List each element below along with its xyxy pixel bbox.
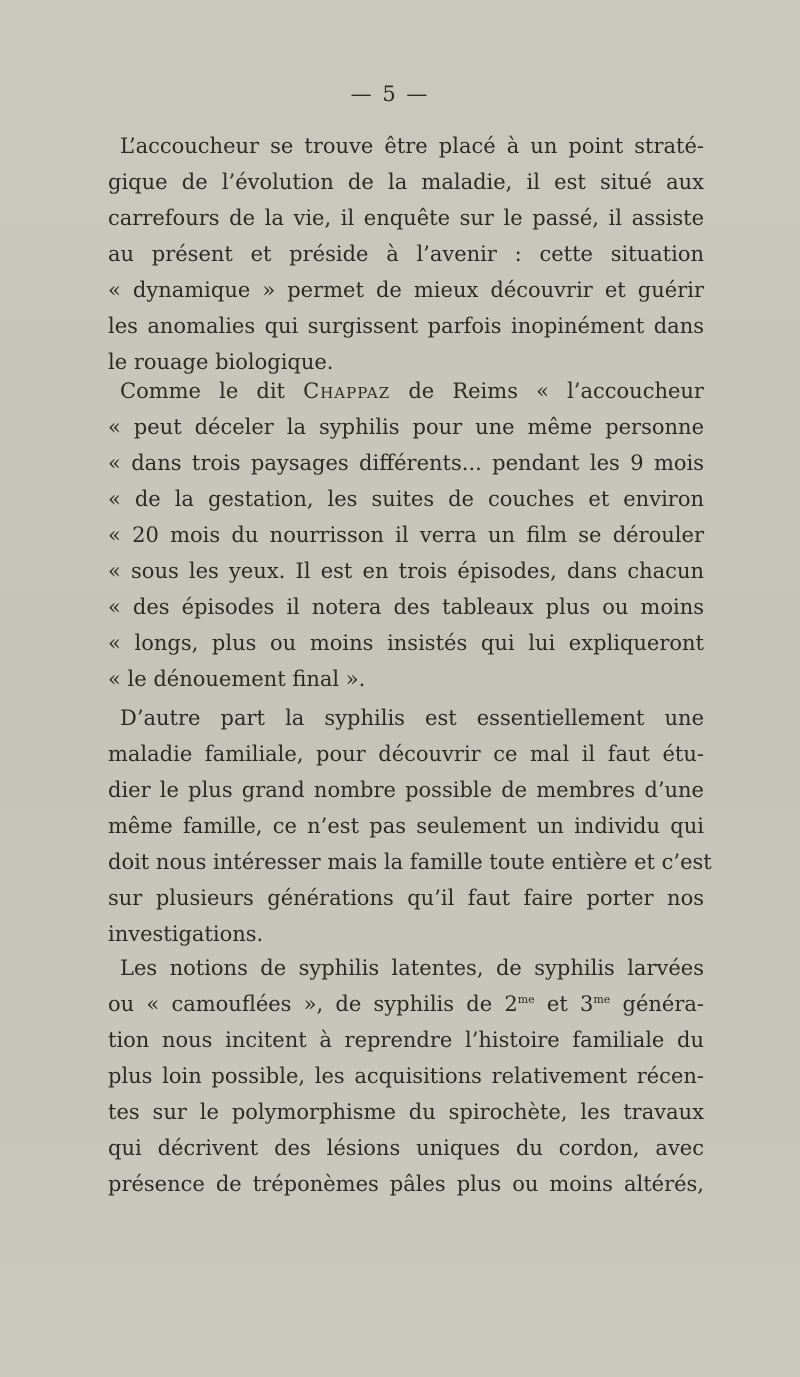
text-fragment: et 3: [534, 992, 594, 1016]
text-line: [108, 986, 704, 1022]
text-line: D’autre part la syphilis est essentiellement une: [120, 706, 704, 730]
page-number: — 5 —: [350, 82, 430, 106]
text-line: « peut déceler la syphilis pour une même personne: [108, 415, 704, 439]
text-line: Les notions de syphilis latentes, de syphilis larvées: [120, 956, 704, 980]
text-fragment: de Reims « l’accoucheur: [408, 379, 704, 403]
text-line: tion nous incitent à reprendre l’histoire familiale du: [108, 1028, 704, 1052]
text-line: plus loin possible, les acquisitions relativement récen-: [108, 1064, 704, 1088]
text-line: carrefours de la vie, il enquête sur le passé, il assiste: [108, 206, 704, 230]
text-line: « des épisodes il notera des tableaux plus ou moins: [108, 595, 704, 619]
text-line: « sous les yeux. Il est en trois épisodes, dans chacun: [108, 559, 704, 583]
paragraph-4: [108, 950, 704, 1202]
text-line: au présent et préside à l’avenir : cette situation: [108, 242, 704, 266]
paragraph-3: [108, 700, 712, 952]
text-line: « de la gestation, les suites de couches et environ: [108, 487, 704, 511]
text-line: [108, 373, 704, 409]
text-line: L’accoucheur se trouve être placé à un point straté-: [120, 134, 704, 158]
text-line: même famille, ce n’est pas seulement un individu qui: [108, 814, 704, 838]
superscript: me: [593, 993, 611, 1006]
text-line: le rouage biologique.: [108, 350, 334, 374]
text-fragment: généra-: [610, 992, 705, 1016]
text-fragment: Comme le dit: [120, 379, 285, 403]
text-line: les anomalies qui surgissent parfois inopinément dans: [108, 314, 704, 338]
text-line: dier le plus grand nombre possible de membres d’une: [108, 778, 704, 802]
text-line: sur plusieurs générations qu’il faut faire porter nos: [108, 886, 704, 910]
text-line: « 20 mois du nourrisson il verra un film se dérouler: [108, 523, 704, 547]
text-line: « dynamique » permet de mieux découvrir et guérir: [108, 278, 704, 302]
text-line: investigations.: [108, 922, 264, 946]
superscript: me: [517, 993, 535, 1006]
text-line: qui décrivent des lésions uniques du cordon, avec: [108, 1136, 704, 1160]
paragraph-2: [108, 373, 704, 697]
text-line: « le dénouement final ».: [108, 667, 366, 691]
text-line: gique de l’évolution de la maladie, il est situé aux: [108, 170, 704, 194]
text-line: tes sur le polymorphisme du spirochète, les travaux: [108, 1100, 704, 1124]
paragraph-1: [108, 128, 704, 380]
text-line: « dans trois paysages différents... pendant les 9 mois: [108, 451, 704, 475]
text-line: « longs, plus ou moins insistés qui lui expliqueront: [108, 631, 704, 655]
text-line: présence de tréponèmes pâles plus ou moins altérés,: [108, 1172, 704, 1196]
text-line: doit nous intéresser mais la famille toute entière et c’est: [108, 850, 712, 874]
text-fragment: ou « camouflées », de syphilis de 2: [108, 992, 518, 1016]
author-name: Chappaz: [303, 379, 391, 403]
text-line: maladie familiale, pour découvrir ce mal il faut étu-: [108, 742, 704, 766]
